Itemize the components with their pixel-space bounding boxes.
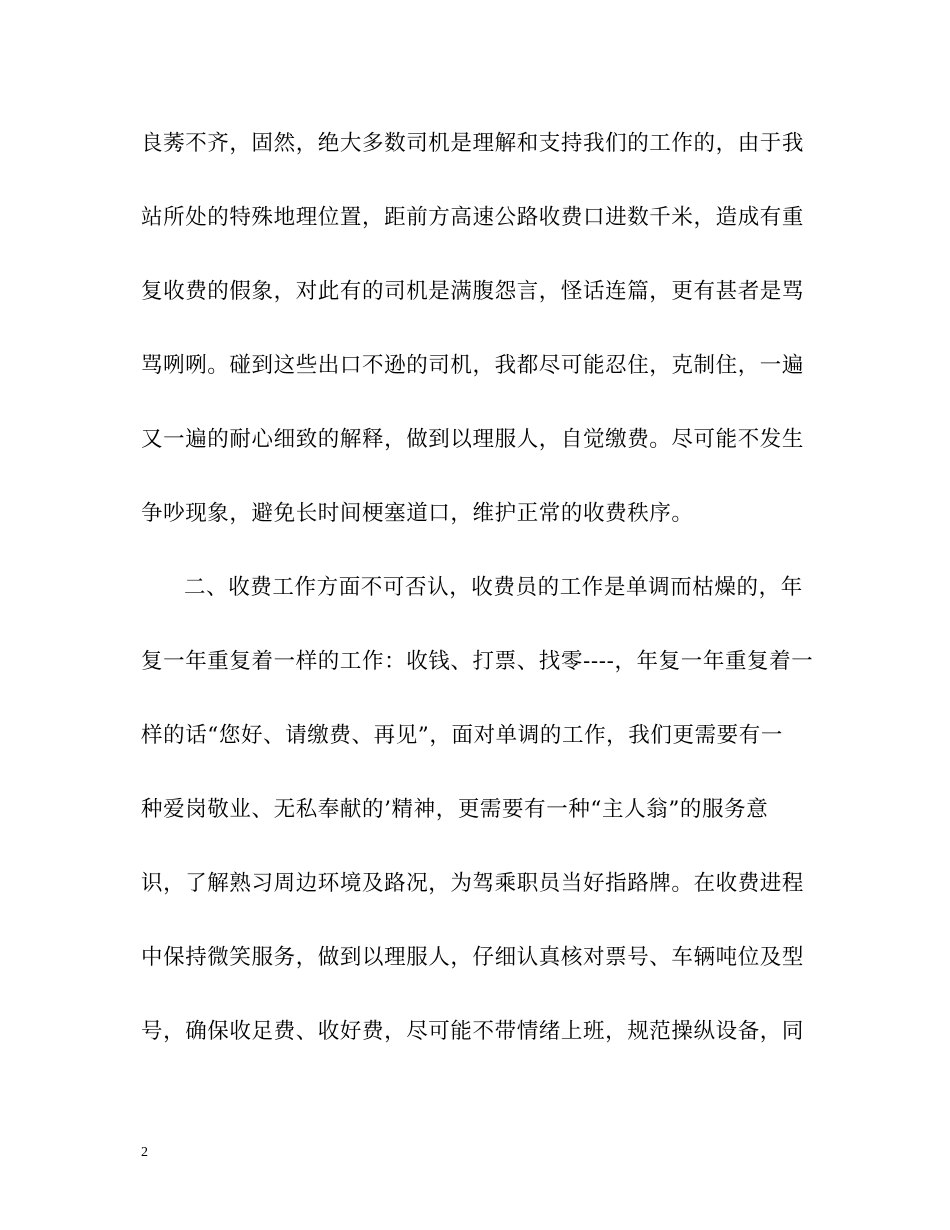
text-line: 样的话“您好、请缴费、再见”，面对单调的工作，我们更需要有一 [141,723,783,748]
text-line: 中保持微笑服务，做到以理服人，仔细认真核对票号、车辆吨位及型 [141,945,805,970]
text-line: 复一年重复着一样的工作：收钱、打票、找零----，年复一年重复着一 [141,649,814,674]
text-line: 复收费的假象，对此有的司机是满腹怨言，怪话连篇，更有甚者是骂 [141,279,805,304]
text-line: 争吵现象，避免长时间梗塞道口，维护正常的收费秩序。 [141,501,694,526]
body-text [141,122,821,1084]
text-line: 号，确保收足费、收好费，尽可能不带情绪上班，规范操纵设备，同 [141,1019,805,1044]
text-line: 骂咧咧。碰到这些出口不逊的司机，我都尽可能忍住，克制住，一遍 [141,353,805,378]
text-line-paragraph-start: 二、收费工作方面不可否认，收费员的工作是单调而枯燥的，年 [184,575,803,600]
text-line: 又一遍的耐心细致的解释，做到以理服人，自觉缴费。尽可能不发生 [141,427,805,452]
text-line: 识，了解熟习周边环境及路况，为驾乘职员当好指路牌。在收费进程 [141,871,805,896]
text-line: 种爱岗敬业、无私奉献的’精神，更需要有一种“主人翁”的服务意 [141,797,769,822]
text-line: 站所处的特殊地理位置，距前方高速公路收费口进数千米，造成有重 [141,205,805,230]
text-line: 良莠不齐，固然，绝大多数司机是理解和支持我们的工作的，由于我 [141,131,805,156]
page-number: 2 [141,1145,148,1160]
